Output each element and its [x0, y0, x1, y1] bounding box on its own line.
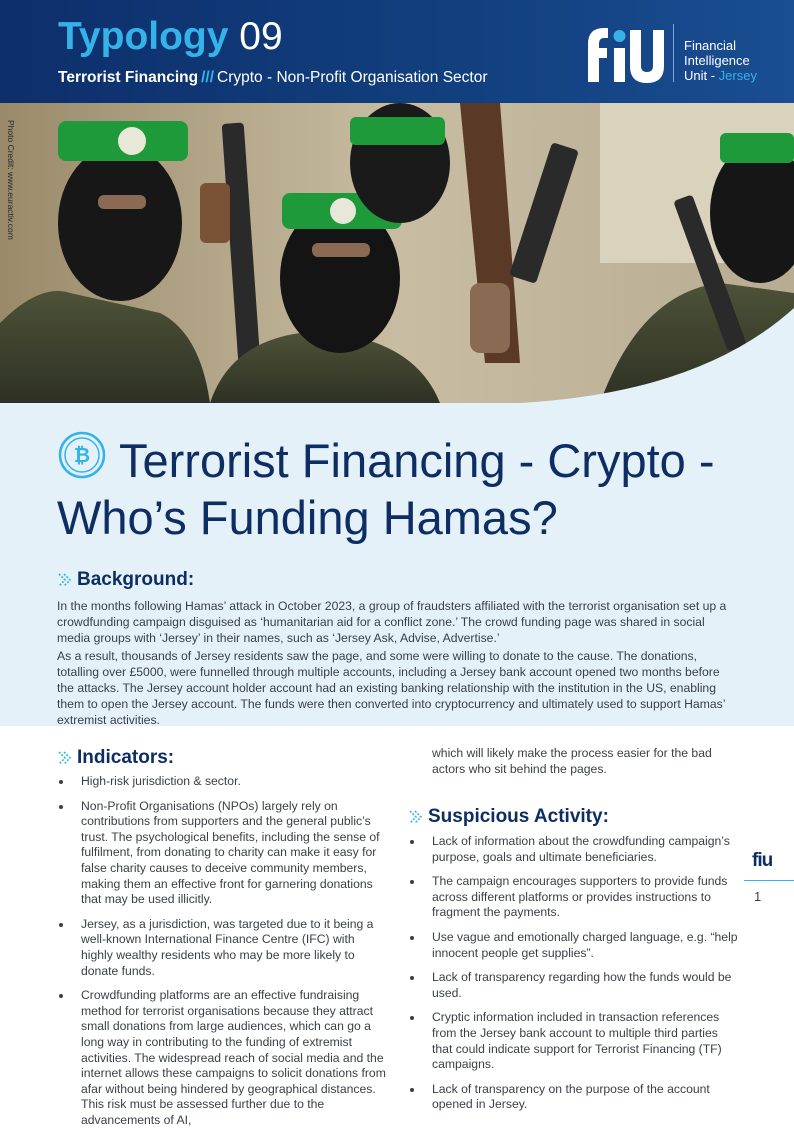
- photo-credit: Photo Credit: www.euractiv.com: [6, 120, 16, 240]
- logo-divider: [673, 24, 674, 82]
- page-number: 1: [754, 889, 762, 904]
- list-item: Lack of transparency on the purpose of the account opened in Jersey.: [408, 1082, 738, 1113]
- sidebar-vertical-label: [757, 560, 775, 840]
- logo-text: [684, 38, 757, 83]
- list-item: Lack of information about the crowdfunding campaign’s purpose, goals and ultimate beneficiaries.: [408, 834, 738, 865]
- header-banner: [0, 0, 794, 103]
- page-title-line2: Who’s Funding Hamas?: [57, 491, 558, 544]
- indicators-heading: Indicators:: [57, 747, 174, 769]
- sidebar-divider: [744, 880, 794, 881]
- indicators-list: [57, 774, 389, 1128]
- logo-line-intelligence: Intelligence: [684, 53, 750, 68]
- subtitle-slashes: ///: [201, 69, 215, 86]
- list-item: Jersey, as a jurisdiction, was targeted due to it being a well-known International Finance Centre (IFC) with highly wealthy residents who may be more likely to donate funds.: [57, 917, 389, 979]
- chevron-arrow-icon: [57, 750, 73, 766]
- background-heading: Background:: [57, 569, 194, 591]
- subtitle-category: Terrorist Financing: [58, 69, 199, 86]
- page-title-line1: Terrorist Financing - Crypto -: [119, 434, 715, 487]
- chevron-arrow-icon: [408, 809, 424, 825]
- list-item: Crowdfunding platforms are an effective fundraising method for terrorist organisations because they attract small donations from large audiences, which can go a long way in contributing to the funding of extremist activities. The widespread reach of social media and the internet allows these campaigns to solicit donations from afar without being hindered by geographical distances. This risk must be assessed further due to the advancements of AI,: [57, 988, 389, 1128]
- typology-number: 09: [239, 15, 283, 58]
- typology-subtitle: [58, 69, 488, 87]
- hero-photo: [0, 103, 794, 403]
- list-item: The campaign encourages supporters to provide funds across different platforms or provides instructions to fragment the payments.: [408, 874, 738, 921]
- suspicious-heading: Suspicious Activity:: [408, 806, 609, 828]
- sidebar-fiu-logo: fiu: [752, 850, 773, 871]
- list-item: Use vague and emotionally charged language, e.g. “help innocent people get supplies”.: [408, 930, 738, 961]
- typology-word: Typology: [58, 15, 229, 58]
- fiu-logo-mark-icon: [574, 22, 664, 84]
- fiu-logo: [574, 22, 764, 84]
- background-paragraph-2: As a result, thousands of Jersey residents saw the page, and some were willing to donate to the cause. The donations, totalling over £5000, were funnelled through multiple accounts, including a Jersey bank account opened two months before the attacks. The Jersey account holder account had an existing banking relationship with the institution in the US, enabling them to open the Jersey account. The funds were then converted into cryptocurrency and ultimately used to support Hamas’ extremist activities.: [57, 649, 725, 727]
- subtitle-sector: Crypto - Non-Profit Organisation Sector: [217, 69, 488, 86]
- list-item: Cryptic information included in transaction references from the Jersey bank account to multiple third parties that could indicate support for Terrorist Financing (TF) campaigns.: [408, 1010, 738, 1072]
- list-item: Non-Profit Organisations (NPOs) largely rely on contributions from supporters and the general public’s trust. The psychological benefits, including the sense of fulfilment, from donating to charity can make it easy for false charity causes to deceive community members, making them an effective front for garnering donations that may be used illicitly.: [57, 799, 389, 908]
- logo-line-unit: Unit - Jersey: [684, 68, 757, 83]
- typology-title: [58, 14, 283, 60]
- list-item: High-risk jurisdiction & sector.: [57, 774, 389, 790]
- indicators-continuation: which will likely make the process easier for the bad actors who sit behind the pages.: [432, 746, 712, 776]
- logo-line-financial: Financial: [684, 38, 737, 53]
- suspicious-list: [408, 834, 738, 1113]
- svg-text:₿: ₿: [73, 445, 91, 467]
- chevron-arrow-icon: [57, 572, 73, 588]
- page-title: [57, 432, 737, 546]
- list-item: Lack of transparency regarding how the funds would be used.: [408, 970, 738, 1001]
- background-paragraph-1: In the months following Hamas’ attack in October 2023, a group of fraudsters affiliated with the terrorist organisation set up a crowdfunding campaign disguised as ‘humanitarian aid for a conflict zone.’ The crowd funding page was shared in social media groups with ‘Jersey’ in their names, such as ‘Jersey Ask, Advise, Advertise.’: [57, 599, 727, 645]
